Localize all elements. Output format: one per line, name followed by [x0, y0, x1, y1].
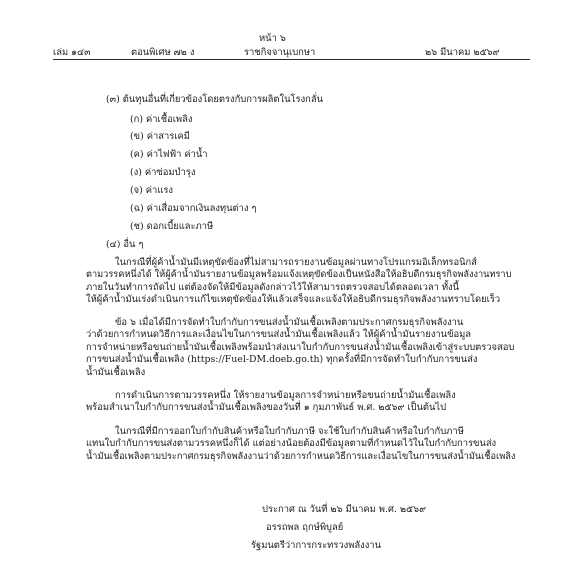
paragraph-line: น้ำมันเชื้อเพลิงตามประกาศกรมธุรกิจพลังงานว่าด้วยการกำหนดวิธีการและเงื่อนไขในการขนส่งน้ำมันเชื้อเพลิง [86, 450, 516, 462]
item-3-sub-a: (ก) ค่าเชื้อเพลิง [130, 114, 193, 125]
item-3-sub-f: (ฉ) ค่าเสื่อมจากเงินลงทุนต่าง ๆ [130, 203, 257, 214]
volume-number: เล่ม ๑๔๓ [53, 47, 91, 58]
paragraph-line: ว่าด้วยการกำหนดวิธีการและเงื่อนไขในการขนส่งน้ำมันเชื้อเพลิงแล้ว ให้ผู้ค้าน้ำมันรายงานข้อมูล [86, 329, 472, 341]
signatory-name: อรรถพล ฤกษ์พิบูลย์ [266, 522, 344, 533]
paragraph-report-start-date [86, 390, 518, 415]
special-section: ตอนพิเศษ ๗๒ ง [131, 47, 195, 58]
paragraph-line: แทนใบกำกับการขนส่งตามวรรคหนึ่งก็ได้ แต่อย่างน้อยต้องมีข้อมูลตามที่กำหนดไว้ในใบกำกับการขนส่ง [86, 438, 497, 450]
header-rule [53, 59, 530, 60]
item-3-sub-c: (ค) ค่าไฟฟ้า ค่าน้ำ [130, 149, 208, 160]
announcement-date: ประกาศ ณ วันที่ ๒๖ มีนาคม พ.ศ. ๒๕๖๙ [262, 504, 426, 515]
paragraph-line: พร้อมสำเนาใบกำกับการขนส่งน้ำมันเชื้อเพลิงของวันที่ ๑ กุมภาพันธ์ พ.ศ. ๒๕๖๙ เป็นต้นไป [86, 402, 447, 414]
signatory-title: รัฐมนตรีว่าการกระทรวงพลังงาน [251, 540, 381, 551]
paragraph-clause-6 [86, 317, 518, 379]
paragraph-invoice-substitute [86, 426, 518, 463]
item-3-heading: (๓) ต้นทุนอื่นที่เกี่ยวข้องโดยตรงกับการผลิตในโรงกลั่น [106, 94, 323, 105]
item-3-sub-b: (ข) ค่าสารเคมี [130, 131, 190, 142]
paragraph-line: การจำหน่ายหรือขนถ่ายน้ำมันเชื้อเพลิงพร้อมนำส่งเนาใบกำกับการขนส่งน้ำมันเชื้อเพลิงเข้าสู่ระบบตรวจสอบ [86, 341, 515, 353]
gazette-date: ๒๖ มีนาคม ๒๕๖๙ [425, 47, 500, 58]
item-4-heading: (๔) อื่น ๆ [106, 239, 144, 250]
paragraph-line: ให้ผู้ค้าน้ำมันเร่งดำเนินการแก้ไขเหตุขัดข้องให้แล้วเสร็จและแจ้งให้อธิบดีกรมธุรกิจพลังงานทราบโดยเร็ว [86, 294, 501, 306]
gazette-name: ราชกิจจานุเบกษา [244, 47, 316, 58]
paragraph-line: ภายในวันทำการถัดไป แต่ต้องจัดให้มีข้อมูลดังกล่าวไว้ให้สามารถตรวจสอบได้ตลอดเวลา ทั้งนี้ [86, 281, 459, 293]
item-3-sub-g: (ช) ดอกเบี้ยและภาษี [130, 221, 214, 232]
item-3-sub-d: (ง) ค่าซ่อมบำรุง [130, 167, 196, 178]
paragraph-line: น้ำมันเชื้อเพลิง [86, 366, 146, 378]
paragraph-line: ตามวรรคหนึ่งได้ ให้ผู้ค้าน้ำมันรายงานข้อมูลพร้อมแจ้งเหตุขัดข้องเป็นหนังสือให้อธิบดีกรมธุรกิจพลังงานทราบ [86, 269, 512, 281]
paragraph-line: การขนส่งน้ำมันเชื้อเพลิง (https://Fuel-DM.doeb.go.th) ทุกครั้งที่มีการจัดทำใบกำกับการขนส่ง [86, 354, 478, 366]
paragraph-electronic-failure [86, 257, 518, 307]
item-3-sub-e: (จ) ค่าแรง [130, 185, 173, 196]
paragraph-line: ในกรณีที่ผู้ค้าน้ำมันมีเหตุขัดข้องที่ไม่สามารถรายงานข้อมูลผ่านทางโปรแกรมอิเล็กทรอนิกส์ [115, 257, 477, 268]
paragraph-line: ข้อ ๖ เมื่อได้มีการจัดทำใบกำกับการขนส่งน้ำมันเชื้อเพลิงตามประกาศกรมธุรกิจพลังงาน [115, 317, 464, 328]
paragraph-line: ในกรณีที่มีการออกใบกำกับสินค้าหรือใบกำกับภาษี จะใช้ใบกำกับสินค้าหรือใบกำกับภาษี [115, 426, 464, 437]
page-number: หน้า ๖ [259, 33, 286, 44]
paragraph-line: การดำเนินการตามวรรคหนึ่ง ให้รายงานข้อมูลการจำหน่ายหรือขนถ่ายน้ำมันเชื้อเพลิง [115, 390, 456, 401]
